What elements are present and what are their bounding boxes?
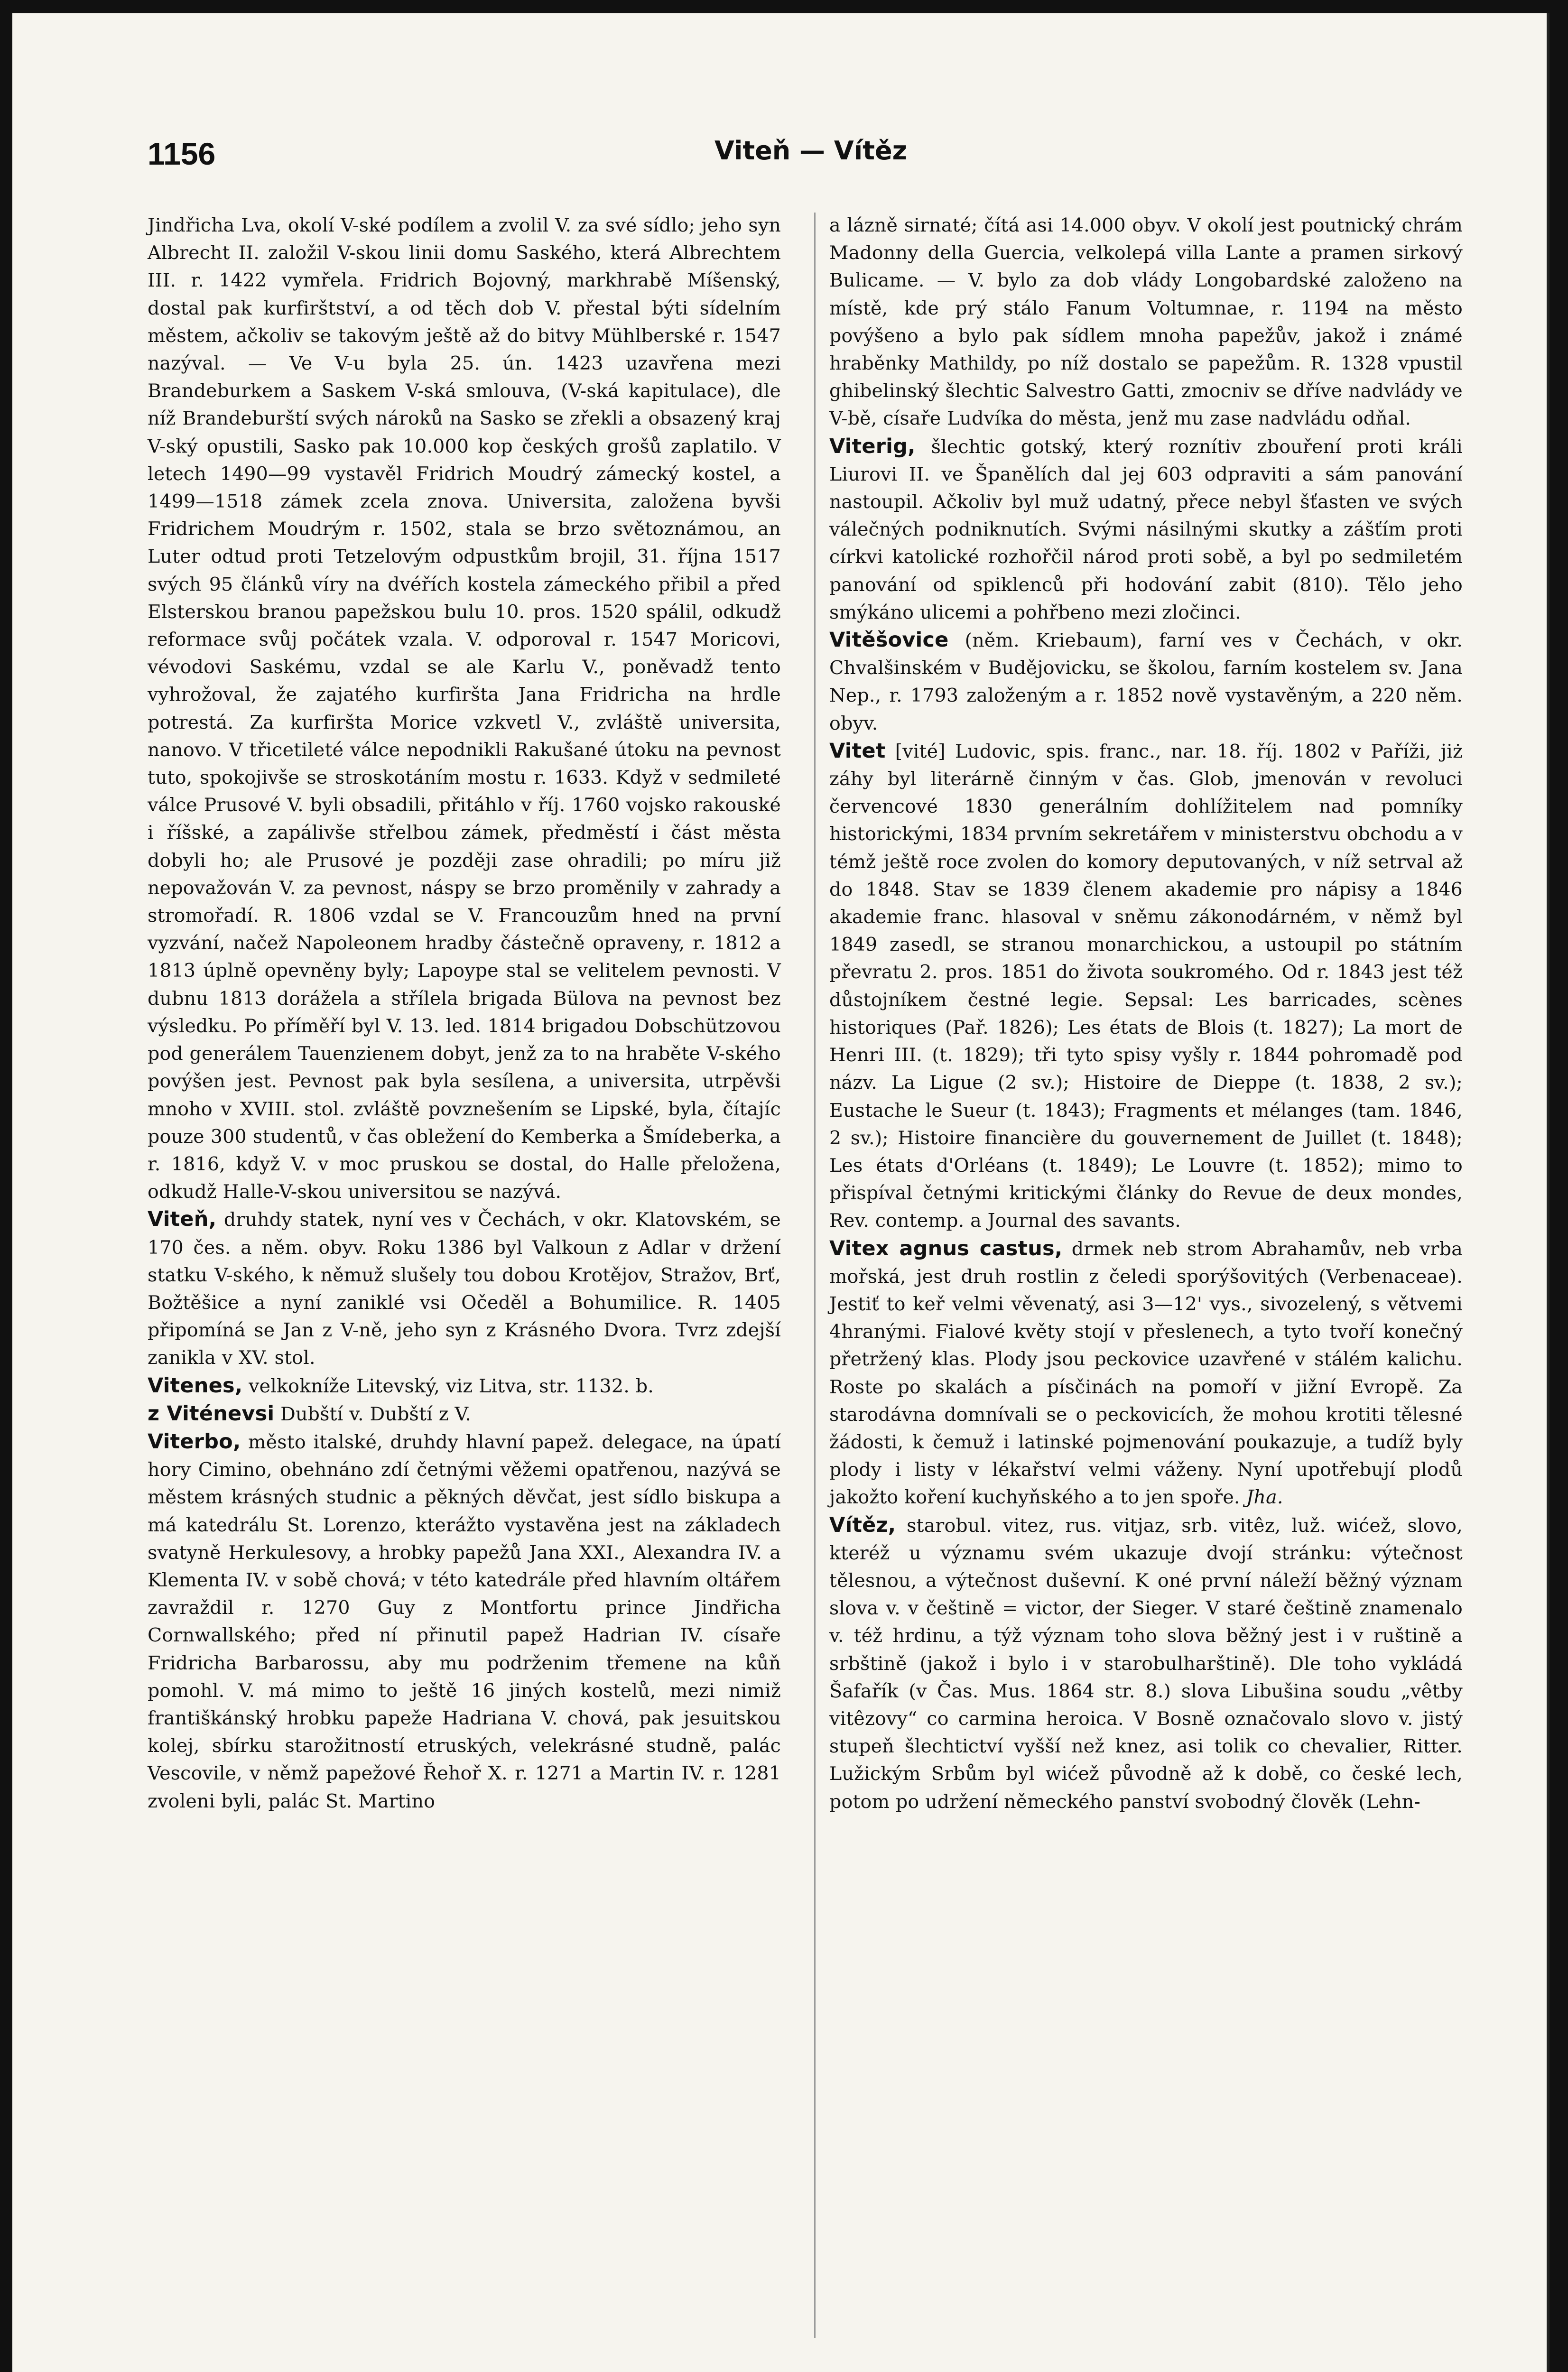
entry-vitenes xyxy=(148,1372,781,1400)
entry-text: Dubští v. Dubští z V. xyxy=(280,1403,472,1425)
entry-text: druhdy statek, nyní ves v Čechách, v okr. Klatovském, se 170 čes. a něm. obyv. Roku 1386 byl Valkoun z Adlar v držení statku V-ského, k němuž slušely tou dobou Krotějov, Stražov, Brť, Božtěšice a nyní zaniklé vsi Očeděl a Bohumilice. R. 1405 připomíná se Jan z V-ně, jeho syn z Krásného Dvora. Tvrz zdejší zanikla v XV. stol. xyxy=(148,1209,781,1369)
running-title: Viteň — Vítěz xyxy=(714,136,908,166)
entry-vitenevsi xyxy=(148,1400,781,1428)
headword: Vitěšovice xyxy=(829,628,949,652)
entry-vitesovice xyxy=(829,626,1463,737)
right-column xyxy=(829,212,1463,1816)
entry-text: (něm. Kriebaum), farní ves v Čechách, v okr. Chvalšinském v Budějovicku, se školou, farním kostelem sv. Jana Nep., r. 1793 založeným a r. 1852 nově vystavěným, a 220 něm. obyv. xyxy=(829,630,1463,734)
entry-vitez xyxy=(829,1511,1463,1816)
headword: Vitenes, xyxy=(148,1373,243,1398)
author-signature: Jha. xyxy=(1246,1486,1283,1509)
page-header xyxy=(12,136,1547,188)
entry-text: velkokníže Litevský, viz Litva, str. 1132. b. xyxy=(249,1375,654,1397)
headword: Viterig, xyxy=(829,434,916,458)
entry-viten xyxy=(148,1205,781,1371)
entry-viterig xyxy=(829,433,1463,626)
entry-continuation-viterbo: a lázně sirnaté; čítá asi 14.000 obyv. V okolí jest poutnický chrám Madonny della Guercia, velkolepá villa Lante a pramen sirkový Bulicame. — V. bylo za dob vlády Longobardské založeno na místě, kde prý stálo Fanum Voltumnae, r. 1194 na město povýšeno a bylo pak sídlem mnoha papežův, jakož i známé hraběnky Mathildy, po níž dostalo se papežům. R. 1328 vpustil ghibelinský šlechtic Salvestro Gatti, zmocniv se dříve nadvlády ve V-bě, císaře Ludvíka do města, jenž mu zase nadvládu odňal. xyxy=(829,214,1463,430)
entry-viterbo xyxy=(148,1428,781,1815)
entry-text: drmek neb strom Abrahamův, neb vrba mořská, jest druh rostlin z čeledi sporýšovitých (Verbenaceae). Jestiť to keř velmi věvenatý, asi 3—12' vys., sivozelený, s větvemi 4hranými. Fialové květy stojí v přeslenech, a tyto tvoří konečný přetržený klas. Plody jsou peckovice uzavřené v stálém kalichu. Roste po skalách a písčinách na pomoří v jižní Evropě. Za starodávna domnívali se o peckovicích, že mohou krotiti tělesné žádosti, k čemuž i latinské pojmenování poukazuje, a tudíž byly plody i listy v lékařství velmi váženy. Nyní upotřebují plodů jakožto koření kuchyňského a to jen spoře. xyxy=(829,1238,1463,1509)
entry-text: šlechtic gotský, který roznítiv zbouření proti králi Liurovi II. ve Španělích dal jej 603 odpraviti a sám panování nastoupil. Ačkoliv byl muž udatný, přece nebyl šťasten ve svých válečných podniknutích. Svými násilnými skutky a zášťím proti církvi katolické rozhořčil národ proti sobě, a byl po sedmiletém panování od spiklenců při hodování zabit (810). Tělo jeho smýkáno ulicemi a pohřbeno mezi zločinci. xyxy=(829,435,1463,623)
headword: Viterbo, xyxy=(148,1429,241,1454)
dictionary-page xyxy=(12,13,1549,2372)
entry-text: město italské, druhdy hlavní papež. delegace, na úpatí hory Cimino, obehnáno zdí četnými věžemi opatřenou, nazývá se městem krásných studnic a pěkných děvčat, jest sídlo biskupa a má katedrálu St. Lorenzo, kterážto vystavěna jest na základech svatyně Herkulesovy, a hrobky papežů Jana XXI., Alexandra IV. a Klementa IV. v sobě chová; v této katedrále před hlavním oltářem zavraždil r. 1270 Guy z Montfortu prince Jindřicha Cornwallského; před ní přinutil papež Hadrian IV. císaře Fridricha Barbarossu, aby mu podrženim třemene na kůň pomohl. V. má mimo to ještě 16 jiných kostelů, mezi nimiž františkánský hrobku papeže Hadriana V. chová, pak jesuitskou kolej, sbírku starožitností etruských, velekrásné studně, palác Vescovile, v němž papežové Řehoř X. r. 1271 a Martin IV. r. 1281 zvoleni byli, palác St. Martino xyxy=(148,1431,781,1812)
headword: Viteň, xyxy=(148,1207,217,1232)
headword: z Viténevsi xyxy=(148,1401,275,1426)
entry-continuation-wittenberg: Jindřicha Lva, okolí V-ské podílem a zvolil V. za své sídlo; jeho syn Albrecht II. založil V-skou linii domu Saského, která Albrechtem III. r. 1422 vymřela. Fridrich Bojovný, markhrabě Míšenský, dostal pak kurfirštství, a od těch dob V. přestal býti sídelním městem, ačkoliv se takovým ještě až do bitvy Mühlberské r. 1547 nazýval. — Ve V-u byla 25. ún. 1423 uzavřena mezi Brandeburkem a Saskem V-ská smlouva, (V-ská kapitulace), dle níž Brandeburští svých nároků na Sasko se zřekli a obsazený kraj V-ský opustili, Sasko pak 10.000 kop českých grošů zaplatilo. V letech 1490—99 vystavěl Fridrich Moudrý zámecký kostel, a 1499—1518 zámek zcela znova. Universita, založena byvši Fridrichem Moudrým r. 1502, stala se brzo světoznámou, an Luter odtud proti Tetzelovým odpustkům brojil, 31. října 1517 svých 95 článků víry na dvéřích kostela zámeckého přibil a před Elsterskou branou papežskou bulu 10. pros. 1520 spálil, odkudž reformace svůj počátek vzala. V. odporoval r. 1547 Moricovi, vévodovi Saskému, vzdal se ale Karlu V., poněvadž tento vyhrožoval, že zajatého kurfiršta Jana Fridricha na hrdle potrestá. Za kurfiršta Morice vzkvetl V., zvláště universita, nanovo. V třicetileté válce nepodnikli Rakušané útoku na pevnost tuto, spokojivše se stroskotáním mostu r. 1633. Když v sedmileté válce Prusové V. byli obsadili, přitáhlo v říj. 1760 vojsko rakouské i říšské, a zapálivše střelbou zámek, předměstí i část města dobyli ho; ale Prusové je později zase ohradili; po míru již nepovažován V. za pevnost, náspy se brzo proměnily v zahrady a stromořadí. R. 1806 vzdal se V. Francouzům hned na první vyzvání, načež Napoleonem hradby částečně opraveny, r. 1812 a 1813 úplně opevněny byly; Lapoype stal se velitelem pevnosti. V dubnu 1813 dorážela a střílela brigada Bülova na pevnost bez výsledku. Po příměří byl V. 13. led. 1814 brigadou Dobschützovou pod generálem Tauenzienem dobyt, jenž za to na hraběte V-ského povýšen jest. Pevnost pak byla sesílena, a universita, utrpěvši mnoho v XVIII. stol. zvláště povznešením se Lipské, byla, čítajíc pouze 300 studentů, v čas obležení do Kemberka a Šmídeberka, a r. 1816, když V. v moc pruskou se dostal, do Halle přeložena, odkudž Halle-V-skou universitou se nazývá. xyxy=(148,214,781,1203)
entry-vitet xyxy=(829,737,1463,1235)
entry-text: [vité] Ludovic, spis. franc., nar. 18. říj. 1802 v Paříži, jiż záhy byl literárně činným v čas. Glob, jmenován v revoluci červencové 1830 generálním dohlížitelem nad pomníky historickými, 1834 prvním sekretářem v ministerstvu obchodu a v témž ještě roce zvolen do komory deputovaných, v níž setrval až do 1848. Stav se 1839 členem akademie pro nápisy a 1846 akademie franc. hlasoval v sněmu zákonodárném, v němž byl 1849 zasedl, se stranou monarchickou, a ustoupil po státním převratu 2. pros. 1851 do života soukromého. Od r. 1843 jest též důstojníkem čestné legie. Sepsal: Les barricades, scènes historiques (Pař. 1826); Les états de Blois (t. 1827); La mort de Henri III. (t. 1829); tři tyto spisy vyšly r. 1844 pohromadě pod názv. La Ligue (2 sv.); Histoire de Dieppe (t. 1838, 2 sv.); Eustache le Sueur (t. 1843); Fragments et mélanges (tam. 1846, 2 sv.); Histoire financière du gouvernement de Juillet (t. 1848); Les états d'Orléans (t. 1849); Le Louvre (t. 1852); mimo to přispíval četnými kritickými články do Revue de deux mondes, Rev. contemp. a Journal des savants. xyxy=(829,740,1463,1232)
headword: Vitex agnus castus, xyxy=(829,1236,1063,1260)
page-number: 1156 xyxy=(148,136,216,171)
entry-vitex xyxy=(829,1235,1463,1511)
left-column xyxy=(148,212,781,1815)
entry-text: starobul. vitez, rus. vitjaz, srb. vitêz, luž. wićež, slovo, kteréž u významu svém ukazuje dvojí stránku: výtečnost tělesnou, a výtečnost duševní. K oné první náleží běžný význam slova v. v češtině = victor, der Sieger. V staré češtině znamenalo v. též hrdinu, a týž význam toho slova běžný jest i v ruštině a srbštině (jakož i bylo i v starobulharštině). Dle toho vykládá Šafařík (v Čas. Mus. 1864 str. 8.) slova Libušina soudu „vêtby vitêzovy“ co carmina heroica. V Bosně označovalo slovo v. jistý stupeň šlechtictví vyšší než knez, asi tolik co chevalier, Ritter. Lužickým Srbům byl wićež původně až k době, co české lech, potom po udržení německého panství svobodný člověk (Lehn- xyxy=(829,1514,1463,1813)
column-divider xyxy=(814,213,816,2338)
headword: Vítěz, xyxy=(829,1513,896,1537)
headword: Vitet xyxy=(829,739,886,763)
